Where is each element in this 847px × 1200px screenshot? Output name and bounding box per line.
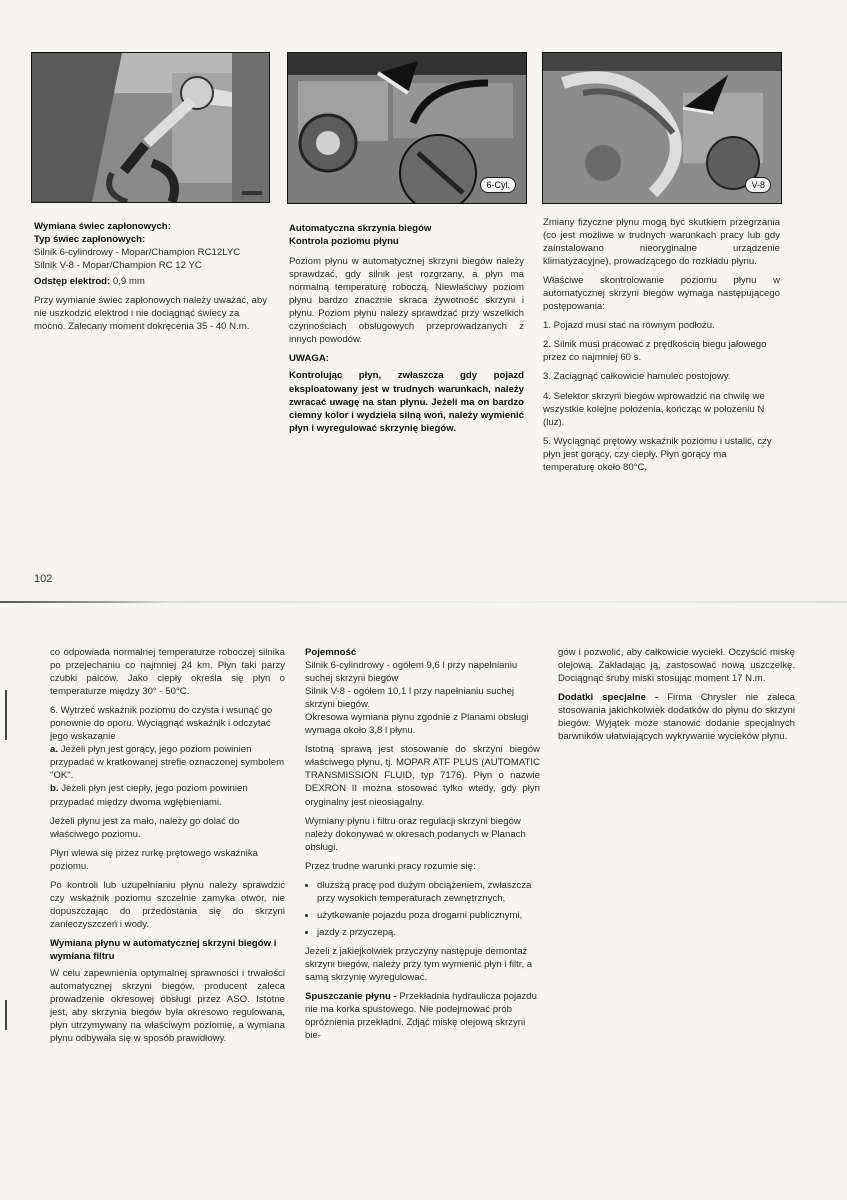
additives-para: [558, 691, 795, 743]
spark-plug-v8: Silnik V-8 - Mopar/Champion RC 12 YC: [34, 260, 202, 272]
fluid-type-para: Istotną sprawą jest stosowanie do skrzyni biegów właściwego płynu, tj. MOPAR ATF PLUS (AUTOMATIC TRANSMISSION FLUID, typ 7176). Płyn o nazwie DEXRON II można stosować tylko wtedy, gdy płyn oryginalny jest nieosiągalny.: [305, 744, 540, 808]
bottom-page: [0, 608, 847, 1200]
fluid-change-heading: Wymiana płynu w automatycznej skrzyni biegów i wymiana filtru: [50, 937, 277, 962]
spark-plug-6cyl: Silnik 6-cylindrowy - Mopar/Champion RC12LYC: [34, 247, 241, 259]
fluid-check-intro: Właściwe skontrolowanie poziomu płynu w automatycznej skrzyni biegów wymaga następującego postępowania:: [543, 275, 780, 313]
warning-text: Kontrolując płyn, zwłaszcza gdy pojazd eksploatowany jest w trudnych warunkach, należy zwracać uwagę na stan płynu. Jeżeli ma on bardzo ciemny kolor i wydziela silną woń, należy wymienić płyn i wyregulować skrzynię biegów.: [289, 370, 524, 434]
service-para: W celu zapewnienia optymalnej sprawności i trwałości automatycznej skrzyni biegów, producent zaleca prowadzenie okresowej obsługi przez ASO. Istotne jest, aby skrzynia biegów była okresowo regulowana, płyn utrzymywany na właściwym poziomie, a wymiana płynu odbywała się w sposób prawidłowy.: [50, 968, 285, 1045]
spark-plug-note: Przy wymianie świec zapłonowych należy uważać, aby nie uszkodzić elektrod i nie dociągnąć świecy za mocno. Zalecany moment dokręcenia 35 - 40 N.m.: [34, 295, 268, 333]
check-step-3: 3. Zaciągnąć całkowicie hamulec postojowy.: [543, 371, 731, 383]
drain-label: Spuszczanie płynu -: [305, 991, 397, 1003]
page-number: 102: [34, 573, 53, 585]
six-cyl-engine-photo: [287, 52, 527, 204]
v8-engine-photo: [542, 52, 782, 204]
check-step-2: 2. Silnik musi pracować z prędkością biegu jałowego przez co najmniej 60 s.: [543, 339, 767, 364]
figure-label-v8: V-8: [745, 177, 771, 193]
low-fluid-para: Jeżeli płynu jest za mało, należy go dolać do właściwego poziomu.: [50, 815, 240, 840]
spark-plug-photo: [31, 52, 270, 203]
fluid-level-para: Poziom płynu w automatycznej skrzyni biegów należy sprawdzać, gdy silnik jest rozgrzany, a płyn ma normalną temperaturę roboczą. Niewłaściwy poziom płynu bardzo znacznie skraca żywotność skrzyni i płynu. Poziom płynu należy sprawdzać przy wszelkich czynnościach obsługowych przeprowadzanych z innych powodów.: [289, 256, 524, 346]
temperature-para: co odpowiada normalnej temperaturze roboczej silnika po przejechaniu co najmniej 24 km. Płyn taki parzy czubki palców. Jako ciepły określa się płyn o temperaturze między 30° - 50°C.: [50, 647, 285, 698]
check-step-6: 6. Wytrzeć wskaźnik poziomu do czysta i wsunąć go ponownie do oporu. Wyciągnąć wskaźnik i odczytać jego wskazanie: [50, 705, 273, 743]
hot-fluid-note: [50, 743, 285, 782]
check-step-5: 5. Wyciągnąć prętowy wskaźnik poziomu i ustalić, czy płyn jest gorący, czy ciepły. Płyn gorący ma temperaturę około 80°C,: [543, 435, 772, 473]
oil-pan-para: gów i pozwolić, aby całkowicie wyciekł. Oczyścić miskę olejową. Zakładając ją, zastosować nową uszczelkę. Dociągnąć śruby miski stosując moment 17 N.m.: [558, 647, 795, 685]
dipstick-seal-para: Po kontroli lub uzupełnianiu płynu należy sprawdzić czy wskaźnik poziomu szczelnie zamyka otwór, nie dopuszczając do przedostania się do skrzyni zanieczyszczeń i wody.: [50, 879, 285, 930]
fill-point-para: Płyn wlewa się przez rurkę prętowego wskaźnika poziomu.: [50, 847, 258, 872]
electrode-gap-label: Odstęp elektrod:: [34, 276, 111, 288]
drain-text: Przekładnia hydraulicza pojazdu nie ma korka spustowego. Nie podejmować prób opróżnienia przekładni. Zdjąć miskę olejową skrzyni bie-: [305, 991, 537, 1042]
figure-label-6cyl: 6-Cyl.: [480, 177, 516, 193]
drain-para: [305, 990, 540, 1042]
note-b-text: Jeżeli płyn jest ciepły, jego poziom powinien przypadać między dwoma wgłębieniami.: [50, 783, 248, 808]
spark-plug-heading: Wymiana świec zapłonowych:: [34, 221, 171, 232]
capacity-6cyl: Silnik 6-cylindrowy - ogółem 9,6 l przy napełnianiu suchej skrzyni biegów: [305, 660, 518, 685]
top-column-1: [34, 220, 269, 339]
list-item: • dłuższą pracę pod dużym obciążeniem, zwłaszcza przy wysokich temperaturach zewnętrznych,: [317, 879, 540, 905]
spark-plug-illustration: [32, 53, 269, 202]
fluid-level-heading: Kontrola poziomu płynu: [289, 236, 399, 248]
top-column-3: [543, 216, 780, 480]
list-item: • jazdy z przyczepą.: [317, 926, 540, 939]
top-page: [0, 0, 847, 592]
warning-label: UWAGA:: [289, 353, 329, 365]
service-interval-para: Wymiany płynu i filtru oraz regulacji skrzyni biegów należy dokonywać w okresach podanych w Planach obsługi.: [305, 815, 526, 853]
list-item: • użytkowanie pojazdu poza drogami publicznymi,: [317, 909, 540, 922]
capacity-v8: Silnik V-8 - ogółem 10,1 l przy napełnianiu suchej skrzyni biegów.: [305, 686, 515, 711]
bottom-column-3: [558, 646, 795, 749]
additives-text: Firma Chrysler nie zaleca stosowania jakichkolwiek dodatków do płynu do skrzyni biegów. Wyjątek może stanowić dodanie specjalnych barwników ułatwiających wykrywanie wycieków płynu.: [558, 692, 796, 743]
electrode-gap: [34, 275, 269, 288]
spark-plug-type-heading: Typ świec zapłonowych:: [34, 234, 146, 246]
bottom-column-1: [50, 646, 285, 1051]
electrode-gap-value: 0,9 mm: [112, 276, 145, 288]
check-step-1: 1. Pojazd musi stać na równym podłożu.: [543, 320, 715, 332]
check-step-4: 4. Selektor skrzyni biegów wprowadzić na chwilę we wszystkie kolejne położenia, kończąc w położeniu N (luz).: [543, 390, 765, 428]
capacity-heading: Pojemność: [305, 647, 357, 658]
top-column-2: [289, 222, 524, 441]
additives-label: Dodatki specjalne -: [558, 692, 659, 704]
severe-conditions-list: [305, 879, 540, 939]
note-a-label: a.: [50, 744, 59, 756]
note-b-label: b.: [50, 783, 59, 795]
note-a-text: Jeżeli płyn jest gorący, jego poziom powinien przypadać w kratkowanej strefie oznaczonej symbolem "OK".: [50, 744, 285, 782]
fluid-change-para: Zmiany fizyczne płynu mogą być skutkiem przegrzania (co jest możliwe w trudnych warunkach pracy lub gdy zainstalowano nieoryginalne urządzenie klimatyzacyjne), prowadzącego do rozkładu płynu.: [543, 217, 780, 268]
page-divider: [0, 601, 847, 603]
disassembly-para: Jeżeli z jakiejkolwiek przyczyny następuje demontaż skrzyni biegów, należy przy tym wymienić płyn i filtr, a samą skrzynię wyregulować.: [305, 945, 533, 984]
severe-conditions-intro: Przez trudne warunki pracy rozumie się:: [305, 860, 476, 872]
warm-fluid-note: [50, 782, 285, 808]
transmission-heading: Automatyczna skrzynia biegów: [289, 223, 432, 234]
capacity-periodic: Okresowa wymiana płynu zgodnie z Planami obsługi wymaga około 3,8 l płynu.: [305, 712, 529, 737]
bottom-column-2: [305, 646, 540, 1048]
